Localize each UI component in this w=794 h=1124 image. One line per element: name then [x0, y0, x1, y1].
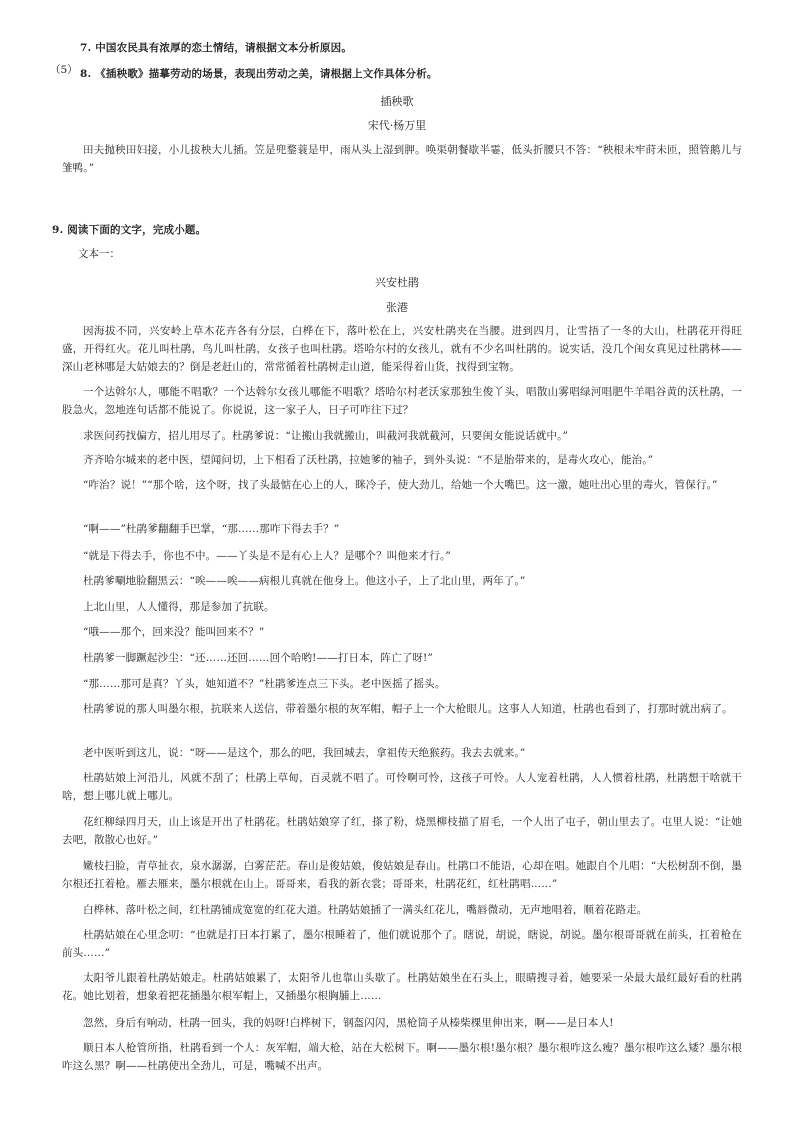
article-paragraph: “哦——那个，回来没？能叫回来不？”: [83, 626, 265, 638]
article-paragraph: “啊——”杜鹃爹翻翻手巴掌，“那……那咋下得去手？”: [83, 523, 340, 535]
article-paragraph: 因海拔不同，兴安岭上草木花卉各有分层，白桦在下，落叶松在上，兴安杜鹃夹在当腰。进到四月，让雪捂了一冬的大山，杜鹃花开得旺盛，开得红火。花儿叫杜鹃，鸟儿叫杜鹃，女孩子也叫杜鹃。塔哈尔村的女孩儿，就有不少名叫杜鹃的。说实话，没几个闺女真见过杜鹃林——深山老林哪是大姑娘去的？倒是老赶山的，常常循着杜鹃树走山道，能采得着山货，找得到宝物。: [62, 325, 742, 373]
article-paragraph: 杜鹃爹唰地脸翻黑云：“唉——唉——病根儿真就在他身上。他这小子，上了北山里，两年了。”: [83, 575, 526, 587]
article-paragraph: 老中医听到这儿，说：“呀——是这个，那么的吧，我回城去，拿祖传天绝猴药。我去去就来。”: [83, 747, 526, 759]
article-paragraph: 忽然，身后有响动，杜鹃一回头，我的妈呀!白桦树下，钢盔闪闪，黑枪筒子从榛柴棵里伸出来，啊——是日本人!: [83, 1017, 614, 1029]
article-paragraph: 杜鹃姑娘在心里念叨：“也就是打日本打累了，墨尔根睡着了，他们就说那个了。瞎说，胡说，瞎说，胡说。墨尔根哥哥就在前头，扛着枪在前头……”: [62, 929, 742, 959]
article-paragraph: 杜鹃爹说的那人叫墨尔根，抗联来人送信，带着墨尔根的灰军帽，帽子上一个大枪眼儿。这事人人知道，杜鹃也看到了，打那时就出病了。: [83, 703, 733, 715]
poem-author: 宋代·杨万里: [367, 119, 427, 132]
question-9: 9. 阅读下面的文字，完成小题。: [52, 224, 207, 236]
article-paragraph: 求医问药找偏方，招儿用尽了。杜鹃爹说：“让搬山我就搬山，叫截河我就截河，只要闺女能说话就中。”: [83, 430, 569, 442]
article-paragraph: 上北山里，人人懂得，那是参加了抗联。: [83, 601, 275, 613]
article-paragraph: 嫩枝扫脸，青草扯衣，泉水潺潺，白雾茫茫。春山是俊姑娘，俊姑娘是春山。杜鹃口不能语，心却在唱。她跟自个儿唱：“大松树刮不倒，墨尔根还扛着枪。雁去雁来，墨尔根就在山上。哥哥来，看我的新衣裳；哥哥来，杜鹃花红，红杜鹃唱……”: [62, 860, 742, 890]
article-paragraph: 太阳爷儿跟着杜鹃姑娘走。杜鹃姑娘累了，太阳爷儿也靠山头歇了。杜鹃姑娘坐在石头上，眼睛搜寻着，她要采一朵最大最红最好看的杜鹃花。她比划着，想象着把花插墨尔根军帽上，又插墨尔根胸脯上……: [62, 972, 742, 1002]
article-paragraph: 杜鹃爹一脚蹶起沙尘：“还……还回……回个哈哟!——打日本，阵亡了呀!”: [83, 652, 433, 664]
article-paragraph: 杜鹃姑娘上河沿儿，风就不刮了；杜鹃上草甸，百灵就不唱了。可怜啊可怜，这孩子可怜。人人宠着杜鹃，人人惯着杜鹃，杜鹃想干啥就干啥，想上哪儿就上哪儿。: [62, 772, 742, 802]
article-paragraph: 齐齐哈尔城来的老中医，望闻问切，上下相看了沃杜鹃，拉她爹的袖子，到外头说：“不是胎带来的，是毒火攻心，能治。”: [83, 454, 654, 466]
text1-label: 文本一：: [78, 248, 120, 260]
article-paragraph: 花红柳绿四月天，山上该是开出了杜鹃花。杜鹃姑娘穿了红，搽了粉，烧黑柳枝描了眉毛，一个人出了屯子，朝山里去了。屯里人说：“让她去吧，散散心也好。”: [62, 816, 742, 846]
poem-text: 田夫抛秧田妇接，小儿拔秧大儿插。笠是兜鍪蓑是甲，雨从头上湿到胛。唤渠朝餐歇半霎，低头折腰只不答：“秧根未牢莳未匝，照管鹅儿与雏鸭。”: [62, 144, 742, 174]
article-author: 张港: [386, 301, 408, 314]
question-8-score: （5）: [50, 64, 78, 76]
article-paragraph: 顺日本人枪管所指，杜鹃看到一个人：灰军帽，端大枪，站在大松树下。啊——墨尔根!墨尔根？墨尔根咋这么瘦？墨尔根咋这么矮？墨尔根咋这么黑？啊——杜鹃使出全劲儿，可是，嘴喊不出声。: [62, 1042, 742, 1072]
article-paragraph: “那……那可是真？丫头，她知道不？”杜鹃爹连点三下头。老中医摇了摇头。: [83, 678, 446, 690]
article-paragraph: “就是下得去手，你也不中。——丫头是不是有心上人？是哪个？叫他来才行。”: [83, 550, 451, 562]
article-title: 兴安杜鹃: [375, 276, 419, 289]
article-paragraph: 一个达斡尔人，哪能不唱歌？一个达斡尔女孩儿哪能不唱歌？塔哈尔村老沃家那独生俊丫头，唱散山雾唱绿河唱肥牛羊唱谷黄的沃杜鹃，一股急火，忽地连句话都不能说了。你说说，这一家子人，日子可咋往下过？: [62, 386, 742, 416]
article-paragraph: “咋治？说！”“那个啥，这个呀，找了头最惦在心上的人，眯冷子，使大劲儿，给她一个大嘴巴。这一激，她吐出心里的毒火，管保行。”: [83, 479, 718, 491]
question-8: 8. 《插秧歌》描摹劳动的场景，表现出劳动之美，请根据上文作具体分析。: [80, 68, 438, 80]
article-paragraph: 白桦林、落叶松之间，红杜鹃铺成宽宽的红花大道。杜鹃姑娘插了一满头红花儿，嘴唇微动，无声地唱着，顺着花路走。: [83, 904, 648, 916]
question-7: 7. 中国农民具有浓厚的恋土情结，请根据文本分析原因。: [80, 42, 353, 54]
poem-title: 插秧歌: [380, 95, 414, 108]
